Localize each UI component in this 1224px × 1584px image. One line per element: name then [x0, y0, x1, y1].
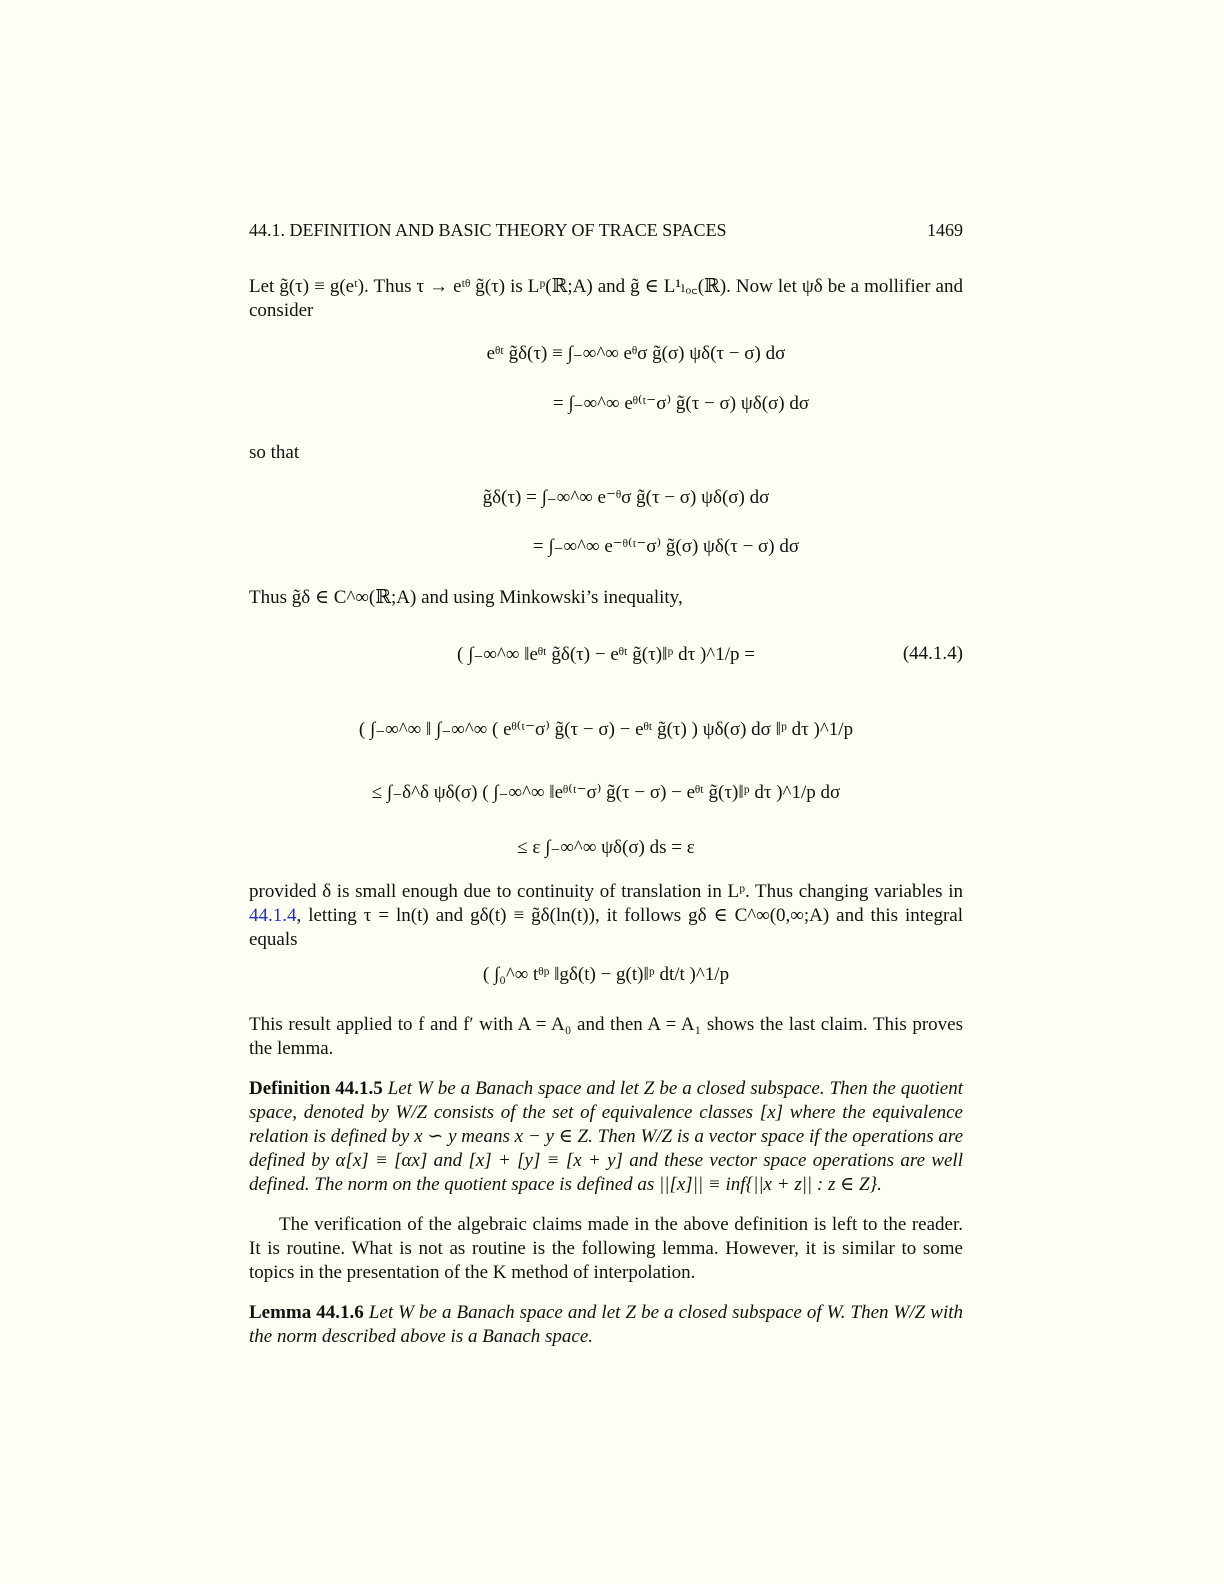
page-number: 1469 — [927, 220, 963, 240]
equation-line-1: ( ∫₋∞^∞ ‖eᶿᵗ g̃δ(τ) − eᶿᵗ g̃(τ)‖ᵖ dτ )^1/p = — [457, 644, 755, 665]
equation-convolution-1: eᶿᵗ g̃δ(τ) ≡ ∫₋∞^∞ eᶿσ g̃(σ) ψδ(τ − σ) dσ — [486, 343, 786, 364]
paragraph-change-variables — [249, 880, 963, 952]
equation-line-2: ( ∫₋∞^∞ ‖ ∫₋∞^∞ ( eᶿ⁽ᵗ⁻σ⁾ g̃(τ − σ) − eᶿᵗ g̃(τ) ) ψδ(σ) dσ ‖ᵖ dτ )^1/p — [358, 719, 854, 740]
lemma-44-1-6 — [249, 1301, 963, 1349]
equation-44-1-4 — [249, 643, 963, 666]
equation-line-3: ≤ ∫₋δ^δ ψδ(σ) ( ∫₋∞^∞ ‖eᶿ⁽ᵗ⁻σ⁾ g̃(τ − σ) − eᶿᵗ g̃(τ)‖ᵖ dτ )^1/p dσ — [371, 782, 841, 803]
equation-mollified-2: = ∫₋∞^∞ e⁻ᶿ⁽ᵗ⁻σ⁾ g̃(σ) ψδ(τ − σ) dσ — [532, 536, 800, 557]
paragraph-so-that: so that — [249, 442, 300, 463]
paragraph-intro: Let g̃(τ) ≡ g(eᵗ). Thus τ → eᵗᶿ g̃(τ) is Lᵖ(ℝ;A) and g̃ ∈ L¹ₗₒ꜀(ℝ). Now let ψδ be a mollifier and consider — [249, 276, 963, 321]
lemma-text: Let W be a Banach space and let Z be a closed subspace of W. Then W/Z with the norm described above is a Banach space. — [249, 1302, 963, 1347]
equation-mollified-1: g̃δ(τ) = ∫₋∞^∞ e⁻ᶿσ g̃(τ − σ) ψδ(σ) dσ — [482, 487, 770, 508]
definition-label: Definition 44.1.5 — [249, 1078, 383, 1099]
equation-convolution-2: = ∫₋∞^∞ eᶿ⁽ᵗ⁻σ⁾ g̃(τ − σ) ψδ(σ) dσ — [552, 393, 810, 414]
equation-integral-t: ( ∫₀^∞ tᶿᵖ ‖gδ(t) − g(t)‖ᵖ dt/t )^1/p — [482, 964, 730, 985]
definition-44-1-5 — [249, 1077, 963, 1197]
equation-reference-link[interactable]: 44.1.4 — [249, 905, 297, 926]
equation-number: (44.1.4) — [902, 643, 963, 664]
running-header — [249, 220, 963, 241]
lemma-label: Lemma 44.1.6 — [249, 1302, 364, 1323]
equation-line-4: ≤ ε ∫₋∞^∞ ψδ(σ) ds = ε — [517, 837, 695, 858]
text: , letting τ = ln(t) and gδ(t) ≡ g̃δ(ln(t)), it follows gδ ∈ C^∞(0,∞;A) and this integral equals — [249, 905, 963, 950]
paragraph-result: This result applied to f and f′ with A = A₀ and then A = A₁ shows the last claim. This proves the lemma. — [249, 1014, 963, 1059]
paragraph-verification: The verification of the algebraic claims made in the above definition is left to the reader. It is routine. What is not as routine is the following lemma. However, it is similar to some topics in the presentation of the K method of interpolation. — [249, 1214, 963, 1283]
definition-text: Let W be a Banach space and let Z be a closed subspace. Then the quotient space, denoted by W/Z consists of the set of equivalence classes [x] where the equivalence relation is defined by x ∽ y means x − y ∈ Z. Then W/Z is a vector space if the operations are defined by α[x] ≡ [αx] and [x] + [y] ≡ [x + y] and these vector space operations are well defined. The norm on the quotient space is defined as ||[x]|| ≡ inf{||x + z|| : z ∈ Z}. — [249, 1078, 963, 1195]
running-title: 44.1. DEFINITION AND BASIC THEORY OF TRACE SPACES — [249, 220, 727, 240]
text: provided δ is small enough due to continuity of translation in Lᵖ. Thus changing variables in — [249, 881, 963, 902]
paragraph-minkowski: Thus g̃δ ∈ C^∞(ℝ;A) and using Minkowski’s inequality, — [249, 587, 683, 608]
